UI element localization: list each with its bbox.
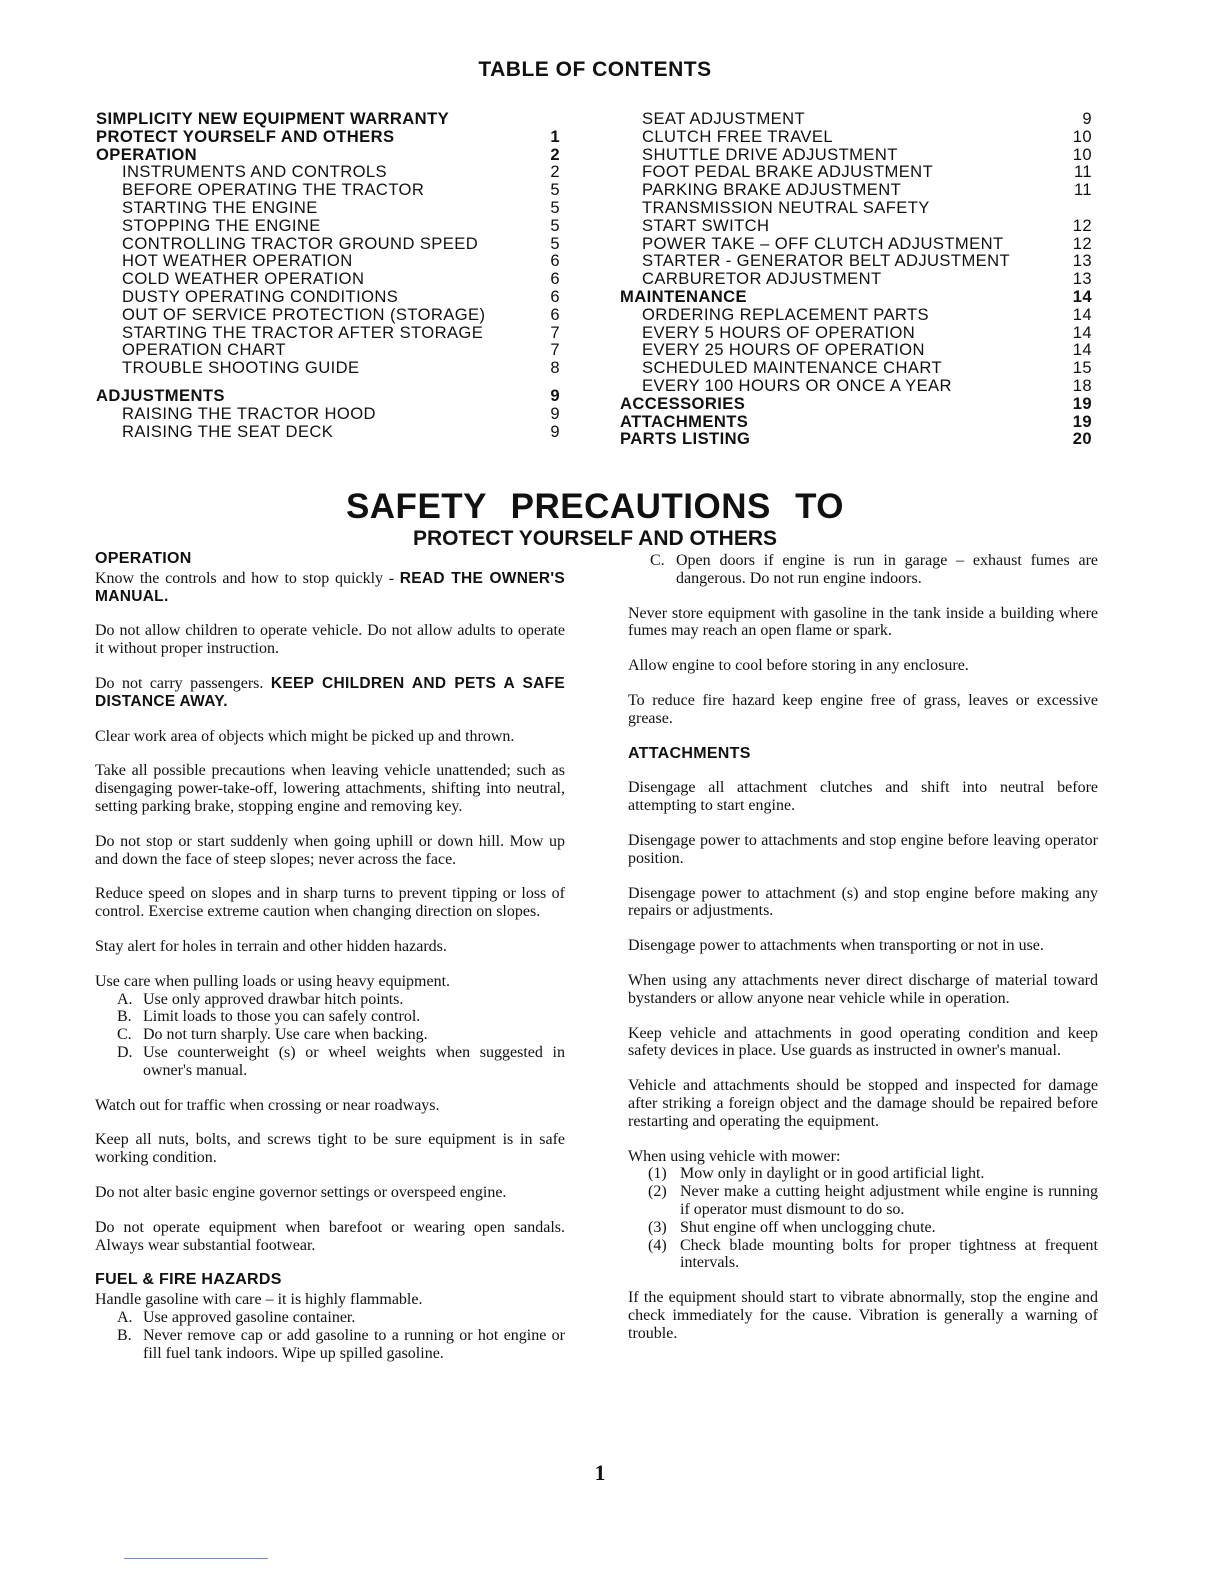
toc-entry[interactable] bbox=[96, 163, 560, 181]
toc-entry-page bbox=[536, 110, 560, 128]
toc-entry-page: 10 bbox=[1072, 144, 1092, 164]
toc-entry[interactable] bbox=[96, 324, 560, 342]
list-item bbox=[117, 1008, 565, 1026]
toc-entry[interactable] bbox=[96, 181, 560, 199]
toc-entry-page: 12 bbox=[1072, 233, 1092, 253]
toc-entry-page: 5 bbox=[550, 215, 560, 235]
toc-entry-page: 7 bbox=[550, 340, 560, 360]
toc-entry-title: FOOT PEDAL BRAKE ADJUSTMENT bbox=[642, 162, 934, 182]
toc-right-column bbox=[620, 110, 1092, 448]
toc-entry-title: INSTRUMENTS AND CONTROLS bbox=[122, 162, 387, 182]
toc-entry-title: RAISING THE TRACTOR HOOD bbox=[122, 403, 376, 423]
section-heading-attachments: ATTACHMENTS bbox=[628, 744, 751, 762]
toc-entry-page: 15 bbox=[1072, 358, 1092, 378]
list-item-label: C. bbox=[117, 1026, 132, 1044]
toc-entry-title: SCHEDULED MAINTENANCE CHART bbox=[642, 358, 942, 378]
toc-entry-title: DUSTY OPERATING CONDITIONS bbox=[122, 286, 399, 306]
toc-entry[interactable] bbox=[620, 413, 1092, 431]
list-item bbox=[648, 1183, 1098, 1219]
toc-entry[interactable] bbox=[96, 387, 560, 405]
toc-entry[interactable] bbox=[96, 405, 560, 423]
toc-entry[interactable] bbox=[620, 181, 1092, 199]
toc-entry[interactable] bbox=[96, 306, 560, 324]
toc-entry-title: START SWITCH bbox=[642, 215, 770, 235]
safety-title: SAFETY PRECAUTIONS TO bbox=[345, 487, 845, 526]
toc-entry-title: SEAT ADJUSTMENT bbox=[642, 109, 806, 128]
toc-entry[interactable] bbox=[620, 359, 1092, 377]
toc-entry-title: EVERY 100 HOURS OR ONCE A YEAR bbox=[642, 375, 952, 395]
toc-entry[interactable] bbox=[620, 199, 1092, 217]
paragraph: Use care when pulling loads or using heavy equipment. bbox=[95, 972, 451, 990]
toc-entry-page: 14 bbox=[1072, 340, 1092, 360]
toc-entry-title: RAISING THE SEAT DECK bbox=[122, 421, 334, 441]
paragraph: To reduce fire hazard keep engine free of grass, leaves or excessive grease. bbox=[628, 691, 1098, 727]
list-item bbox=[650, 552, 1098, 588]
toc-entry[interactable] bbox=[620, 430, 1092, 448]
toc-entry-title: BEFORE OPERATING THE TRACTOR bbox=[122, 180, 425, 200]
paragraph: If the equipment should start to vibrate abnormally, stop the engine and check immediately for the cause. Vibration is generally a warning of trouble. bbox=[628, 1289, 1098, 1342]
list-item-label: (3) bbox=[648, 1218, 667, 1236]
toc-entry-page: 20 bbox=[1072, 429, 1092, 449]
emphasis-text: KEEP CHILDREN AND PETS A SAFE DISTANCE AWAY. bbox=[95, 674, 565, 710]
list-item-text: Limit loads to those you can safely control. bbox=[143, 1008, 421, 1026]
paragraph-text: Know the controls and how to stop quickly - bbox=[95, 569, 400, 587]
toc-entry[interactable] bbox=[96, 341, 560, 359]
list-item-label: A. bbox=[117, 990, 133, 1008]
paragraph: Stay alert for holes in terrain and other hidden hazards. bbox=[95, 937, 447, 955]
paragraph bbox=[95, 675, 565, 711]
fuel-list bbox=[95, 1309, 565, 1362]
toc-entry-page: 14 bbox=[1072, 286, 1092, 306]
list-item bbox=[648, 1219, 1098, 1237]
toc-entry-page: 6 bbox=[550, 251, 560, 271]
toc-entry[interactable] bbox=[96, 359, 560, 377]
safety-subtitle: PROTECT YOURSELF AND OTHERS bbox=[412, 527, 778, 550]
list-item bbox=[117, 1327, 565, 1363]
paragraph: When using vehicle with mower: bbox=[628, 1147, 841, 1165]
toc-entry-title: CONTROLLING TRACTOR GROUND SPEED bbox=[122, 233, 479, 253]
paragraph: Disengage power to attachments when transporting or not in use. bbox=[628, 937, 1044, 955]
list-item-text: Shut engine off when unclogging chute. bbox=[680, 1218, 936, 1236]
paragraph: Disengage power to attachments and stop engine before leaving operator position. bbox=[628, 831, 1098, 867]
list-item-text: Do not turn sharply. Use care when backing. bbox=[143, 1026, 428, 1044]
toc-entry-page: 14 bbox=[1072, 322, 1092, 342]
toc-entry[interactable] bbox=[620, 324, 1092, 342]
toc-entry-page: 12 bbox=[1072, 215, 1092, 235]
toc-entry-title: OPERATION CHART bbox=[122, 340, 286, 360]
toc-entry[interactable] bbox=[620, 235, 1092, 253]
toc-entry-page bbox=[1068, 199, 1092, 217]
toc-entry[interactable] bbox=[96, 146, 560, 164]
loads-list bbox=[95, 991, 565, 1080]
toc-entry-title: ATTACHMENTS bbox=[620, 411, 749, 431]
list-item-text: Never make a cutting height adjustment while engine is running if operator must dismount to do so. bbox=[680, 1183, 1098, 1218]
toc-entry[interactable] bbox=[96, 423, 560, 441]
toc-entry[interactable] bbox=[620, 395, 1092, 413]
toc-entry-page: 9 bbox=[550, 403, 560, 423]
toc-entry[interactable] bbox=[96, 217, 560, 235]
list-item bbox=[117, 1026, 565, 1044]
list-item bbox=[648, 1165, 1098, 1183]
paragraph-text: Do not carry passengers. bbox=[95, 674, 271, 692]
toc-entry[interactable] bbox=[96, 288, 560, 306]
list-item-label: C. bbox=[650, 552, 665, 569]
toc-entry[interactable] bbox=[620, 288, 1092, 306]
toc-heading: TABLE OF CONTENTS bbox=[478, 58, 712, 81]
safety-right-column bbox=[628, 552, 1098, 1360]
safety-left-column bbox=[95, 550, 565, 1379]
list-item-text: Use only approved drawbar hitch points. bbox=[143, 990, 404, 1008]
toc-entry-page: 14 bbox=[1072, 304, 1092, 324]
toc-entry-page: 11 bbox=[1073, 180, 1092, 200]
mower-list bbox=[628, 1165, 1098, 1272]
toc-entry-title: ORDERING REPLACEMENT PARTS bbox=[642, 304, 930, 324]
list-item-label: D. bbox=[117, 1043, 133, 1061]
list-item-label: B. bbox=[117, 1326, 132, 1344]
toc-entry-page: 2 bbox=[550, 144, 560, 164]
toc-entry[interactable] bbox=[620, 306, 1092, 324]
paragraph: Do not operate equipment when barefoot or wearing open sandals. Always wear substantial footwear. bbox=[95, 1218, 565, 1254]
section-heading-operation: OPERATION bbox=[95, 550, 192, 567]
paragraph: Do not allow children to operate vehicle. Do not allow adults to operate it without proper instruction. bbox=[95, 622, 565, 658]
toc-entry-page: 6 bbox=[550, 304, 560, 324]
toc-entry[interactable] bbox=[620, 252, 1092, 270]
toc-entry-page: 19 bbox=[1072, 393, 1092, 413]
toc-entry[interactable] bbox=[96, 110, 560, 128]
toc-entry-title: STARTING THE TRACTOR AFTER STORAGE bbox=[122, 322, 484, 342]
toc-entry-title: STARTING THE ENGINE bbox=[122, 197, 318, 217]
toc-entry[interactable] bbox=[620, 163, 1092, 181]
toc-entry-page: 19 bbox=[1072, 411, 1092, 431]
list-item bbox=[117, 991, 565, 1009]
toc-entry-page: 11 bbox=[1073, 162, 1092, 182]
toc-entry-page: 18 bbox=[1072, 375, 1092, 395]
toc-entry-page: 9 bbox=[1082, 109, 1092, 128]
paragraph: Never store equipment with gasoline in the tank inside a building where fumes may reach an open flame or spark. bbox=[628, 604, 1098, 640]
toc-entry-page: 5 bbox=[550, 233, 560, 253]
list-item-label: A. bbox=[117, 1308, 133, 1326]
toc-entry-title: CLUTCH FREE TRAVEL bbox=[642, 126, 833, 146]
list-item-label: B. bbox=[117, 1008, 132, 1026]
list-item-text: Check blade mounting bolts for proper tightness at frequent intervals. bbox=[680, 1236, 1098, 1272]
fuel-list-continued bbox=[628, 552, 1098, 588]
toc-entry-title: OUT OF SERVICE PROTECTION (STORAGE) bbox=[122, 304, 486, 324]
list-item-label: (1) bbox=[648, 1165, 667, 1183]
paragraph: Keep all nuts, bolts, and screws tight to be sure equipment is in safe working condition. bbox=[95, 1131, 565, 1167]
toc-entry-page: 13 bbox=[1072, 251, 1092, 271]
toc-left-column bbox=[96, 110, 560, 440]
toc-entry-page: 6 bbox=[550, 286, 560, 306]
toc-entry-page: 5 bbox=[550, 197, 560, 217]
toc-entry[interactable] bbox=[96, 270, 560, 288]
paragraph: Allow engine to cool before storing in any enclosure. bbox=[628, 657, 969, 675]
toc-entry[interactable] bbox=[620, 270, 1092, 288]
list-item-label: (2) bbox=[648, 1183, 667, 1201]
list-item bbox=[117, 1309, 565, 1327]
list-item-text: Open doors if engine is run in garage – exhaust fumes are dangerous. Do not run engine indoors. bbox=[676, 552, 1098, 587]
toc-entry-title: OPERATION bbox=[96, 144, 198, 164]
toc-entry[interactable] bbox=[620, 146, 1092, 164]
toc-entry-page: 8 bbox=[550, 358, 560, 378]
paragraph: Disengage power to attachment (s) and stop engine before making any repairs or adjustments. bbox=[628, 884, 1098, 920]
toc-entry-page: 13 bbox=[1072, 269, 1092, 289]
toc-entry-title: PROTECT YOURSELF AND OTHERS bbox=[96, 126, 395, 146]
toc-entry-title: EVERY 5 HOURS OF OPERATION bbox=[642, 322, 916, 342]
toc-entry[interactable] bbox=[96, 252, 560, 270]
list-item-text: Never remove cap or add gasoline to a running or hot engine or fill fuel tank indoors. Wipe up spilled gasoline. bbox=[143, 1326, 565, 1362]
paragraph: Do not stop or start suddenly when going uphill or down hill. Mow up and down the face of steep slopes; never across the face. bbox=[95, 832, 565, 868]
emphasis-text: READ THE OWNER'S MANUAL. bbox=[95, 569, 565, 605]
toc-entry-title: PARKING BRAKE ADJUSTMENT bbox=[642, 180, 902, 200]
toc-entry-title: ADJUSTMENTS bbox=[96, 385, 225, 405]
toc-entry-title: COLD WEATHER OPERATION bbox=[122, 269, 365, 289]
toc-entry[interactable] bbox=[620, 217, 1092, 235]
page-number: 1 bbox=[594, 1460, 606, 1485]
toc-entry-title: ACCESSORIES bbox=[620, 393, 746, 413]
toc-entry-page: 9 bbox=[550, 385, 560, 405]
toc-entry-title: POWER TAKE – OFF CLUTCH ADJUSTMENT bbox=[642, 233, 1004, 253]
paragraph: Clear work area of objects which might be picked up and thrown. bbox=[95, 727, 515, 745]
list-item-text: Use approved gasoline container. bbox=[143, 1308, 356, 1326]
paragraph: Keep vehicle and attachments in good operating condition and keep safety devices in place. Use guards as instructed in owner's manual. bbox=[628, 1024, 1098, 1060]
toc-entry-page: 6 bbox=[550, 269, 560, 289]
toc-entry-title: STOPPING THE ENGINE bbox=[122, 215, 321, 235]
toc-entry-title: CARBURETOR ADJUSTMENT bbox=[642, 269, 882, 289]
list-item bbox=[117, 1044, 565, 1080]
divider bbox=[124, 1558, 268, 1559]
paragraph: Take all possible precautions when leaving vehicle unattended; such as disengaging power-take-off, lowering attachments, shifting into neutral, setting parking brake, stopping engine and removing key. bbox=[95, 762, 565, 815]
toc-entry-title: HOT WEATHER OPERATION bbox=[122, 251, 353, 271]
toc-entry-title: TRANSMISSION NEUTRAL SAFETY bbox=[642, 197, 930, 217]
toc-entry-page: 7 bbox=[550, 322, 560, 342]
toc-entry[interactable] bbox=[620, 110, 1092, 128]
paragraph: When using any attachments never direct discharge of material toward bystanders or allow anyone near vehicle while in operation. bbox=[628, 971, 1098, 1007]
section-heading-fuel: FUEL & FIRE HAZARDS bbox=[95, 1271, 282, 1289]
list-item bbox=[648, 1237, 1098, 1273]
toc-entry-page: 2 bbox=[550, 162, 560, 182]
toc-entry[interactable] bbox=[96, 199, 560, 217]
toc-entry[interactable] bbox=[96, 235, 560, 253]
paragraph: Watch out for traffic when crossing or near roadways. bbox=[95, 1096, 440, 1114]
toc-entry-page: 10 bbox=[1072, 126, 1092, 146]
paragraph bbox=[95, 570, 565, 606]
paragraph: Vehicle and attachments should be stopped and inspected for damage after striking a foreign object and the damage should be repaired before restarting and operating the equipment. bbox=[628, 1077, 1098, 1130]
toc-entry-title: STARTER - GENERATOR BELT ADJUSTMENT bbox=[642, 251, 1011, 271]
list-item-text: Use counterweight (s) or wheel weights when suggested in owner's manual. bbox=[143, 1043, 565, 1079]
toc-entry-page: 1 bbox=[550, 126, 560, 146]
toc-entry-title: PARTS LISTING bbox=[620, 429, 751, 449]
toc-entry[interactable] bbox=[96, 128, 560, 146]
list-item-text: Mow only in daylight or in good artificial light. bbox=[680, 1165, 985, 1183]
paragraph: Disengage all attachment clutches and shift into neutral before attempting to start engine. bbox=[628, 779, 1098, 815]
toc-entry-title: SIMPLICITY NEW EQUIPMENT WARRANTY bbox=[96, 109, 450, 128]
toc-entry[interactable] bbox=[620, 128, 1092, 146]
toc-entry[interactable] bbox=[620, 377, 1092, 395]
toc-entry-page: 9 bbox=[550, 421, 560, 441]
toc-entry-title: EVERY 25 HOURS OF OPERATION bbox=[642, 340, 925, 360]
paragraph: Reduce speed on slopes and in sharp turns to prevent tipping or loss of control. Exercise extreme caution when changing direction on slopes. bbox=[95, 885, 565, 921]
toc-entry-page: 5 bbox=[550, 180, 560, 200]
toc-entry-title: TROUBLE SHOOTING GUIDE bbox=[122, 358, 360, 378]
toc-entry-title: MAINTENANCE bbox=[620, 286, 748, 306]
toc-entry-title: SHUTTLE DRIVE ADJUSTMENT bbox=[642, 144, 898, 164]
paragraph: Do not alter basic engine governor settings or overspeed engine. bbox=[95, 1183, 507, 1201]
list-item-label: (4) bbox=[648, 1236, 667, 1254]
toc-entry[interactable] bbox=[620, 341, 1092, 359]
paragraph: Handle gasoline with care – it is highly flammable. bbox=[95, 1291, 423, 1309]
